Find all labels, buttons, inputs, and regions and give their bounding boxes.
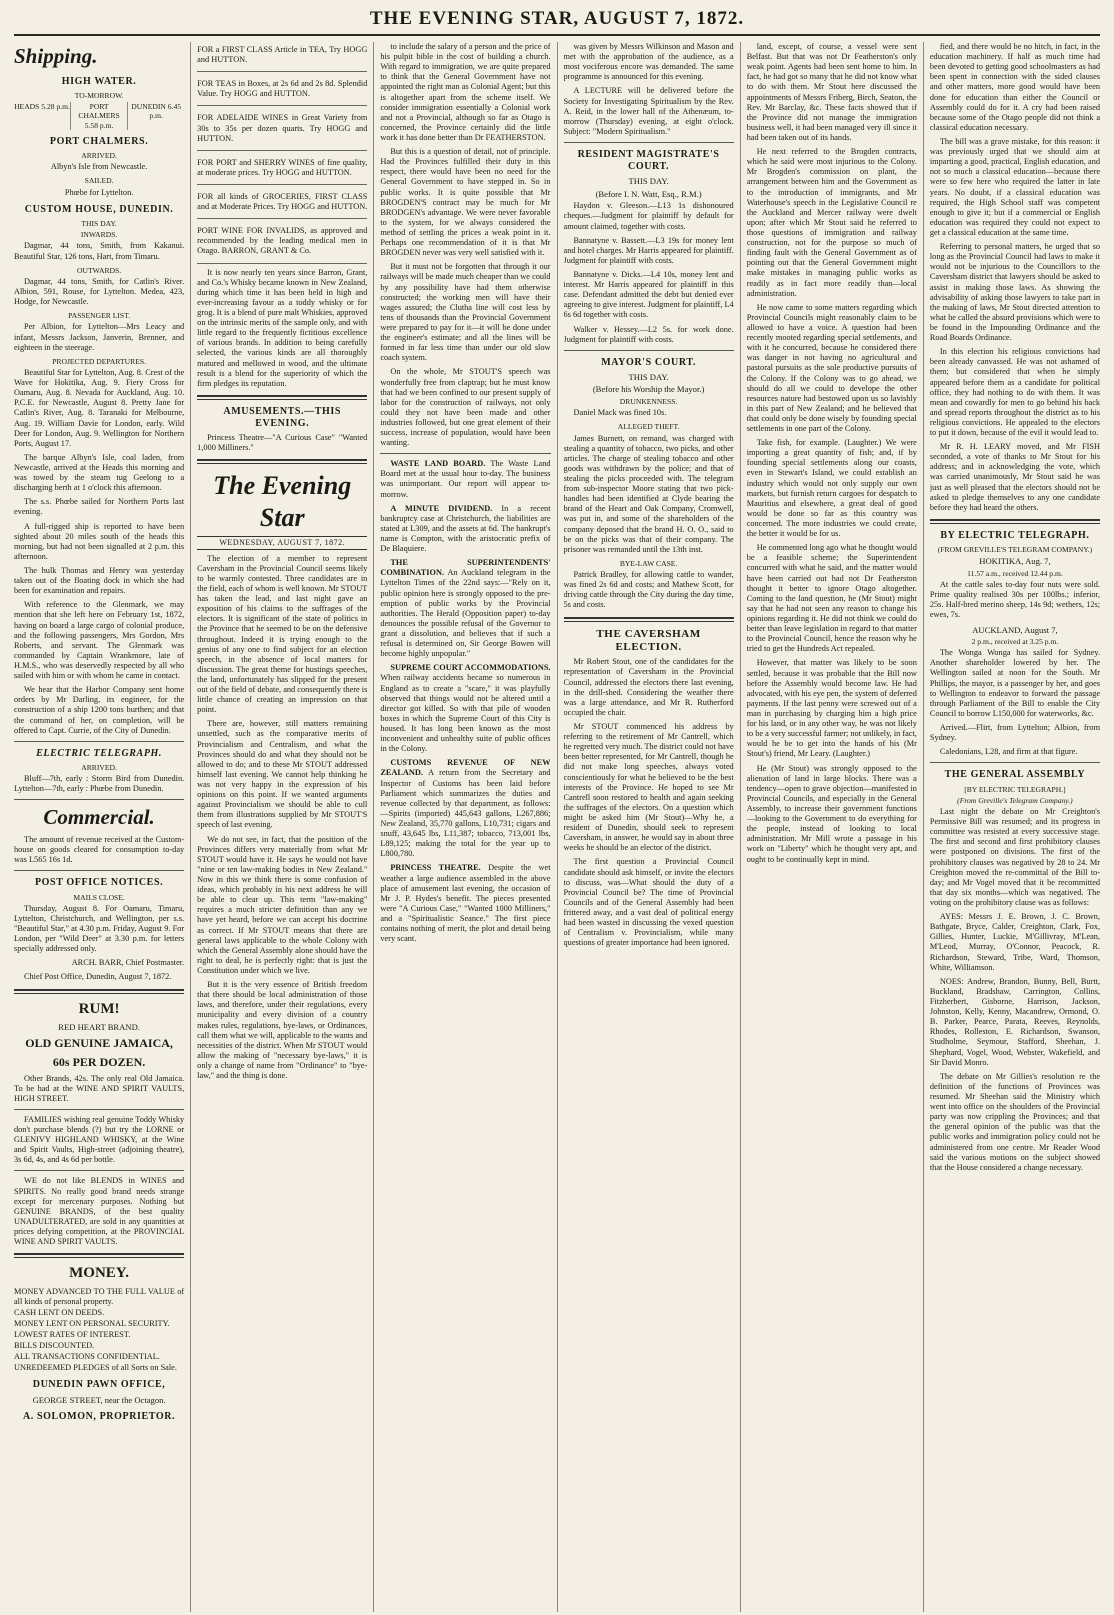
news-item-title: A MINUTE DIVIDEND. [390, 503, 493, 513]
advert-text: FOR a FIRST CLASS Article in TEA, Try HOGG and HUTTON. [197, 45, 368, 65]
assembly-paragraph: The debate on Mr Gillies's resolution re the definition of the functions of Provinces was resumed. Mr Sheehan said the Ministry which went into office on the shoulders of the Provincial party was now crippling the Provinces; and that the general opinion of the public was that the public works and immigration policy could not be administered from one centre. Mr Reader Wood said the various motions on the subject showed that the House considered a change necessary. [929, 1071, 1101, 1172]
news-item-text: In a recent bankruptcy case at Christchurch, the liabilities are stated at L309, and the assets at 6d. The bankrupt's name is Compton, with the aristocratic prefix of De Blaquiere. [380, 503, 551, 554]
rum-jamaica: OLD GENUINE JAMAICA, [25, 1036, 173, 1051]
inwards-text: Dagmar, 44 tons, Smith, from Kakanui. Beautiful Star, 126 tons, Hart, from Timaru. [14, 241, 185, 261]
blends-ad: WE do not like BLENDS in WINES and SPIRITS. No really good brand needs strange except for mercenary purposes. Nothing but GENUINE BRANDS, of the best quality UNADULTERATED, are sold in any quantities at prices defying competition, at the PROVINCIAL WINE AND SPIRIT VAULTS. [14, 1176, 185, 1247]
advert-text: FOR ADELAIDE WINES in Great Variety from 30s to 35s per dozen quarts. Try HOGG and HUTTON. [197, 113, 368, 143]
money-line: MONEY LENT ON PERSONAL SECURITY. [14, 1318, 170, 1328]
advert [197, 110, 367, 150]
advert [197, 42, 367, 72]
news-item [380, 863, 550, 944]
telegraph-title: ELECTRIC TELEGRAPH. [36, 747, 163, 759]
advert [197, 189, 367, 219]
high-water-sub: TO-MORROW. [74, 90, 124, 100]
customs-title: CUSTOM HOUSE, DUNEDIN. [24, 203, 174, 215]
column-1 [14, 42, 191, 1612]
nameplate: The Evening Star [213, 471, 352, 533]
sailed-text: Phœbe for Lyttelton. [64, 187, 134, 197]
divider [14, 989, 184, 994]
theft-text: James Burnett, on remand, was charged with stealing a quantity of tobacco, two picks, and other articles. The charge of stealing tobacco and other goods was withdrawn by the police; and that of stealing the picks proceeded with. The telegram from sub-inspector Moore stating that two pick-handles had been identified at Clyde bearing the brand of the Heart and Oak Company, Cromwell, was put in, and some of the shareholders of the company deposed that the brand H. O. O., said to be on the picks was that of their company. The prisoner was remanded until the 13th inst. [563, 433, 734, 554]
leader-paragraph: But this is a question of detail, not of principle. Had the Provinces fulfilled their duty in this respect, there would have been no need for the General Government to have stepped in. So in public works. It is quite possible that Mr BROGDEN'S contract may be much for Mr BRODGEN's advantage. We were never favorable to the system, for we always considered the method of settling the prices a weak point in it. Perhaps one recommendation of it is that Mr BROGDEN never was very well satisfied with it. [380, 147, 551, 258]
money-line: UNREDEEMED PLEDGES of all Sorts on Sale. [14, 1363, 177, 1373]
passenger-text: Per Albion, for Lyttelton—Mrs Leacy and infant, Messrs Jackson, Janverin, Brenner, and eighteen in the steerage. [14, 322, 185, 352]
mayor-court-title: MAYOR'S COURT. [601, 356, 696, 368]
projected-label: PROJECTED DEPARTURES. [52, 356, 146, 366]
news-item-text: Despite the wet weather a large audience assembled in the above place of amusement last evening, the occasion of Mr J. P. Hydes's benefit. The pieces presented were "A Curious Case," "Wanted 1000 Milliners," and a "Spiritualistic Seance." The first piece contains nothing of merit, the plot and detail being very scant. [380, 863, 551, 944]
outwards-text: Dagmar, 44 tons, Smith, for Catlin's River. Albion, 591, Rouse, for Lyttelton. Medea, 423, Hodge, for Newcastle. [14, 276, 185, 307]
sailed-label: SAILED. [84, 176, 114, 186]
auckland-text: The Wonga Wonga has sailed for Sydney. Another shareholder lowered by her. The Wellington sailed at noon for the South. Mr Phillips, the mayor, is a passenger by her, and goes to Wellington to endeavor to forward the passage through Parliament of the Bill to enable the City Council to borrow L150,000 for waterworks, &c. [929, 648, 1101, 718]
tide-heads: HEADS 5.28 p.m. [14, 102, 71, 130]
rum-text: Other Brands, 42s. The only real Old Jamaica. To be had at the WINE AND SPIRIT VAULTS, HIGH STREET. [14, 1073, 185, 1103]
advert [197, 155, 367, 185]
election-paragraph: He commented long ago what he thought would be a feasible scheme; the Superintendent concurred with what he said, and the matter would have been carried out had not Dr Featherston thought it better to ignore Otago altogether. Coming to the land question, he (Mr Stout) might say that he had not seen any reason to change his opinions regarding it. He did not think we could do better than leave legislation in regard to that matter to the Provincial Council, hence the reason why he tried to get the Hundreds Act repealed. [746, 543, 917, 654]
advert [197, 76, 367, 106]
caledonians-text: Caledonians, L28, and firm at that figure. [939, 747, 1078, 757]
columns [14, 42, 1100, 1612]
mails-label: MAILS CLOSE. [73, 892, 125, 902]
election-paragraph: However, that matter was likely to be soon settled, because it was probable that the Bill now before the Assembly would become law. He had advocated, with his eye pen, the system of deferred payments. If the last penny were screwed out of a man in purchasing by charging him a high price for his land, or in any other way, he was not likely to be a very successful farmer; not unlikely, in fact, would he be to get into the hands of his (Mr Stout's) friend, Mr Leary. (Laughter.) [746, 658, 917, 759]
election-paragraph: In this election his religious convictions had been already canvassed. He was not ashamed of them; but considered that when he simply appeared before them as a candidate for political office, they had nothing to do with them. It was mean and cowardly for men to go behind his back and spread reports throughout the district as to his religious convictions. He appealed to the electors to put it down, because of the evil it would lead to. [929, 347, 1101, 438]
post-date: Chief Post Office, Dunedin, August 7, 1872. [24, 972, 172, 982]
masthead: THE EVENING STAR, AUGUST 7, 1872. [14, 8, 1100, 36]
projected-text: Beautiful Star for Lyttelton, Aug. 8. Crest of the Wave for Hokitika, Aug. 9. Fiery Cross for Oamaru, Aug. 8. Nevada for Auckland, Aug. 10. P.C.E. for Newcastle, August 8. Pretty Jane for Catlin's River, Aug. 8. Taranaki for Melbourne, Aug. 19. William Davie for London, early. Wild Deer for London, Aug. 9. Wellington for Northern Ports, August 17. [14, 368, 185, 448]
amusements-title: AMUSEMENTS.—THIS EVENING. [223, 405, 342, 430]
advert-text: FOR all kinds of GROCERIES, FIRST CLASS and at Moderate Prices. Try HOGG and HUTTON. [197, 191, 368, 212]
news-item [380, 504, 550, 555]
leader-paragraph: But it must not be forgotten that through it our railways will be made much cheaper than we could by any possibility have had them otherwise constructed; the working men will have their wages assured; the Clutha line will cost less by tens of thousands than the Provincial Government were prepared to pay for it—it will be done under the engineer's estimate; and all the lines will be formed in far less time than under our old slow coach system. [380, 262, 551, 363]
news-item [380, 558, 550, 659]
divider [14, 1109, 184, 1110]
election-paragraph: Mr R. H. LEARY moved, and Mr FISH seconded, a vote of thanks to Mr Stout for his address; and in acknowledging the vote, which was carried unanimously, Mr Stout said he was just as well pleased that the electors should not be asked to pledge themselves to any one candidate before they had heard the others. [929, 442, 1101, 512]
hokitika-time: 11.57 a.m., received 12.44 p.m. [967, 568, 1063, 578]
election-paragraph: The bill was a grave mistake, for this reason: it was previously urged that we should aim at imparting a good, practical, English education, and not so much a classical education—because there were so few here who required the latter in late years. No doubt, if a classical education was required, the High School staff was competent enough to give it; but if a commercial or English education was required they could not expect to get a classical education at the same time. [929, 136, 1101, 237]
arrived-text: Arrived.—Flirt, from Lyttelton; Albion, from Sydney. [929, 723, 1101, 743]
byelaw-label: BYE-LAW CASE. [619, 558, 678, 568]
divider [930, 519, 1100, 524]
election-paragraph: He (Mr Stout) was strongly opposed to the alienation of land in large blocks. There was a tendency—open to grave objection—manifested in Provincial Councils, and especially in the General Assembly, to increase their government functions—looking to the Government to do everything for the people, instead of looking to local administration. Mr Mill wrote a passage in his work on "Liberty" which he thought very apt, and ought to be continually kept in mind. [746, 763, 917, 864]
money-line: CASH LENT ON DEEDS. [14, 1307, 105, 1317]
port-title: PORT CHALMERS. [49, 135, 149, 147]
assembly-source: (From Greville's Telegram Company.) [957, 795, 1073, 805]
byelaw-text: Patrick Bradley, for allowing cattle to wander, was fined 2s 6d and costs; and Mathew Scott, for driving cattle through the City during the day time, 5s and costs. [563, 570, 734, 610]
divider [930, 762, 1100, 763]
election-paragraph: Take fish, for example. (Laughter.) We were importing a great quantity of fish; and, if by founding special settlements along our coasts, even in Stewart's Island, we could establish an industry which would not only supply our own markets, but furnish return cargoes for despatch to Mauritius and elsewhere, a great deal of good would be done so far as this country was concerned. The more industries we could create, the better it would be for us. [746, 438, 917, 539]
leader-paragraph: We do not see, in fact, that the position of the Provinces differs very materially from what Mr STOUT would have it. He says he would not have "nine or ten law-making bodies in New Zealand." Now in this we think there is some confusion of ideas, which probably in his next address he will be able to clear up. This term "law-making" requires a much stricter definition than any we have yet heard, before we can accept his doctrine as correct. If Mr STOUT means that there are general laws applicable to the whole Colony with which the General Assembly alone should have the right to deal, he is perfectly right: that is just the Constitution under which we live. [197, 834, 368, 975]
divider [14, 1170, 184, 1171]
post-title: POST OFFICE NOTICES. [34, 877, 164, 889]
tide-table [14, 102, 184, 130]
amusements-text: Princess Theatre—"A Curious Case" "Wanted 1,000 Milliners." [197, 433, 368, 453]
rm-court-sub: THIS DAY. [628, 176, 669, 187]
election-paragraph: Mr STOUT commenced his address by referring to the retirement of Mr Cantrell, which he regretted very much. The district could not have been better represented, for Mr Cantrell, though he did not make long speeches, always voted conscientiously for what he believed to be the best interests of the Province. He hoped to see Mr Cantrell soon restored to health and again seeking the suffrages of the electors. On a question which might be asked him (Mr Stout)—Why he, a resident of Dunedin, should seek to represent Caversham, in answer, he would say in about three weeks he should be an elector of the district. [563, 721, 734, 853]
telegraph-text: Bluff—7th, early : Storm Bird from Dunedin. Lyttelton—7th, early : Phœbe from Dunedin. [14, 774, 185, 794]
rum-title: RUM! [78, 1000, 120, 1017]
assembly-ayes: AYES: Messrs J. E. Brown, J. C. Brown, Bathgate, Bryce, Calder, Creighton, Clark, Fox, Gillies, Hunter, Luckie, M'Gillivray, M'Lean, M'Leod, Murray, O'Connor, Peacock, R. Richardson, Steward, Tribe, Ward, Thomson, White, Williamson. [929, 912, 1101, 972]
post-signed: ARCH. BARR, Chief Postmaster. [71, 958, 185, 968]
arrived-text: Albyn's Isle from Newcastle. [50, 162, 148, 172]
whisky-ad: It is now nearly ten years since Barron, Grant, and Co.'s Whisky became known in New Zealand, during which time it has been held in high and ever-increasing favour as a toddy whisky or for grog. It is a blend of pure malt Whiskies, approved on the intrinsic merits of the sample only, and with little regard to the frequently fictitious excellence of various brands. In addition to being carefully selected, the various kinds are all thoroughly matured and mellowed in wood, and the ultimate result is a blend for the superiority of which the firm pledges its reputation. [197, 267, 368, 388]
news-item [380, 459, 550, 499]
inwards-label: INWARDS. [80, 230, 118, 240]
money-title: MONEY. [69, 1265, 130, 1282]
dateline: WEDNESDAY, AUGUST 7, 1872. [197, 536, 367, 550]
shipping-news-4: The hulk Thomas and Henry was yesterday taken out of the floating dock in which she had been for examination and repairs. [14, 565, 185, 596]
column-6 [930, 42, 1100, 1612]
mayor-court-sub: THIS DAY. [628, 371, 669, 382]
rum-brand: RED HEART BRAND. [58, 1021, 140, 1032]
assembly-paragraph: Last night the debate on Mr Creighton's Permissive Bill was resumed; and its progress in committee was resisted at every successive stage. The first and second and first prohibitory clauses were postponed on divisions. The first of the prohibitory clauses was negatived by 28 to 24. Mr Creighton moved the re-committal of the Bill to-day; and Mr Vogel moved that it be recommitted that day six months—which was negatived. The voting on the prohibitory clause was as follows: [929, 807, 1101, 908]
mayor-court-before: (Before his Worship the Mayor.) [592, 384, 705, 395]
election-paragraph: He next referred to the Brogden contracts, which he said were most injurious to the Colony. Mr Brogden's commission on plant, the arrangement between him and the Government as to the introduction of immigrants, and Mr Waterhouse's speech in the Legislative Council re the Auckland and Mercer railway were dwelt upon; after which Mr Stout said he referred to those questions of immigration and railway construction, not for the purpose so much of finding fault with the General Government as of pointing out that the General Government might make mistakes in managing public works as readily as in fact more readily than—local administration. [746, 147, 917, 298]
court-case: Haydon v. Gleeson.—L13 1s dishonoured cheques.—Judgment for plaintiff by default for amount claimed, together with costs. [563, 201, 734, 231]
election-title: THE CAVERSHAM ELECTION. [596, 627, 701, 653]
rm-court-title: RESIDENT MAGISTRATE'S COURT. [577, 148, 720, 173]
divider [14, 870, 184, 871]
advert-text: FOR TEAS in Boxes, at 2s 6d and 2s 8d. Splendid Value. Try HOGG and HUTTON. [197, 79, 368, 99]
outwards-label: OUTWARDS. [77, 265, 122, 275]
news-item-title: SUPREME COURT ACCOMMODATIONS. [390, 663, 551, 673]
election-paragraph: Mr Robert Stout, one of the candidates for the representation of Caversham in the Provincial Council, addressed the electors there last evening, in the drill-shed. Considering the weather there was a large attendance, and Mr R. Rutherford occupied the chair. [563, 657, 734, 717]
column-3 [380, 42, 557, 1612]
commercial-title: Commercial. [43, 805, 155, 830]
news-item-text: An Auckland telegram in the Lyttelton Times of the 22nd says:—"Rely on it, public opinion here is strongly opposed to the pre-emption of public works by the Provincial authorities. The Herald (Opposition paper) to-day denounces the possible refusal of the Governor to grant a dissolution, and believes that if such a refusal is determined on, Sir George Bowen will become highly unpopular." [380, 568, 551, 659]
election-paragraph: land, except, of course, a vessel were sent Belfast. But that was not Dr Featherston's only weak point. Agents had been sent home to him. In fact, he had got so many that he did not know what to do with them. Mr Stout here discussed the appointments of Messrs Friberg, Birch, Seaton, the Rev. Mr Barclay, &c. These facts showed that if the Province did not manage the immigration business well, it had been managed very ill since it had been taken out of its hands. [746, 42, 917, 142]
drunk-label: DRUNKENNESS. [619, 396, 678, 406]
passenger-label: PASSENGER LIST. [68, 311, 131, 321]
advert-text: PORT WINE FOR INVALIDS, as approved and recommended by the leading medical men in Otago. BARRON, GRANT & Co. [197, 226, 368, 256]
hokitika-place: HOKITIKA, Aug. 7, [979, 556, 1051, 567]
divider [197, 459, 367, 464]
column-4 [564, 42, 741, 1612]
assembly-title: THE GENERAL ASSEMBLY [944, 769, 1086, 781]
money-line: LOWEST RATES OF INTEREST. [14, 1329, 131, 1339]
tide-dunedin: DUNEDIN 6.45 p.m. [131, 102, 182, 121]
hokitika-text: At the cattle sales to-day four nuts were sold. Prime quality realised 30s per 100lbs.; inferior, 25s. Half-bred merino sheep, 14s 9d; wethers, 12s; ewes, 7s. [929, 580, 1101, 620]
telegraph-source: (FROM GREVILLE'S TELEGRAM COMPANY.) [937, 545, 1093, 555]
election-paragraph: The first question a Provincial Council candidate should ask himself, or invite the electors to discuss, was—What should the duty of a Provincial Council be? The time of Provincial Councils and of the General Assembly had been frittered away, and a vast deal of political energy had been wasted in discussing the vexed question of Centralism v. Provincialism, while many questions of greater importance had been ignored. [563, 857, 734, 948]
rum-price: 60s PER DOZEN. [52, 1054, 146, 1069]
leader-paragraph: There are, however, still matters remaining unsettled, such as the comparative merits of Provincialism and Centralism, and what the Provinces should do and what they should not be allowed to do; and to these Mr STOUT addressed himself last evening. We cannot help thinking he was not very happy in the expression of his opinions on this point. If we wanted arguments against Provincialism we should be able to cull them from illustrations supplied by Mr STOUT'S speech of last evening. [197, 719, 368, 830]
mails-text: Thursday, August 8. For Oamaru, Timaru, Lyttelton, Christchurch, and Wellington, per s.s. "Beautiful Star," at 4.30 p.m. Friday, August 9. For London, per "Wild Deer" at 3.30 p.m. for letters specially addressed only. [14, 903, 185, 954]
money-line: ALL TRANSACTIONS CONFIDENTIAL. [14, 1352, 160, 1362]
news-item-text: When railway accidents became so numerous in England as to create a "scare," it was playfully observed that things would not be altered until a director got killed. So with that pile of wooden boxes in which the Supreme Court of this City is housed. It has long been known as the most inconvenient and unhealthy suite of public offices in the Colony. [380, 673, 551, 754]
news-item-title: THE SUPERINTENDENTS' COMBINATION. [380, 558, 551, 578]
news-item [380, 758, 550, 859]
divider [380, 453, 550, 454]
shipping-news-3: A full-rigged ship is reported to have been sighted about 20 miles south of the heads this morning, but had not been signalled at 2 p.m. this afternoon. [14, 521, 185, 561]
pawn-address: GEORGE STREET, near the Octagon. [32, 1394, 166, 1405]
advert-text: FOR PORT and SHERRY WINES of fine quality, at moderate prices. Try HOGG and HUTTON. [197, 157, 368, 177]
drunk-text: Daniel Mack was fined 10s. [573, 408, 667, 418]
theft-label: ALLEGED THEFT. [617, 422, 680, 432]
families-ad: FAMILIES wishing real genuine Toddy Whisky don't purchase blends (?) but try the LORNE or GLENIVY HIGHLAND WHISKY, at the Wine and Spirit Vaults, High-street (adjoining theatre), 3s 6d, 4s, and 4s 6d per bottle. [14, 1114, 185, 1165]
money-line: BILLS DISCOUNTED. [14, 1341, 95, 1351]
court-case: Walker v. Hessey.—L2 5s. for work done. Judgment for plaintiff with costs. [563, 324, 734, 344]
telegraph-arrived: ARRIVED. [81, 762, 117, 772]
shipping-title: Shipping. [14, 44, 98, 68]
assembly-sub: [BY ELECTRIC TELEGRAPH.] [964, 784, 1066, 794]
news-item-text: A return from the Secretary and Inspector of Customs has been laid before Parliament which summarizes the duties and revenue collected by that department, as follows:—Spirits (imported) 445,643 gallons, L267,886; New Zealand, 35,770 gallons, L10,731; cigars and snuff, 43,645 lbs, L11,387; tobacco, 713,001 lbs, L89,125; making the total for the year up to L800,780. [380, 768, 551, 859]
divider [564, 350, 734, 351]
assembly-noes: NOES: Andrew, Brandon, Bunny, Bell, Burtt, Buckland, Bradshaw, Carrington, Collins, Fitzherbert, Gisborne, Harrison, Jackson, Johnston, Kelly, Kenny, Macandrew, Ormond, O. B. Parker, Pearce, Parata, Reeves, Reynolds, Rhodes, Rolleston, E. Richardson, Swanson, Studholme, Seymour, Stafford, Sheehan, J. Shephard, Vogel, Wood, Webster, Wakefield, and Sir David Monro. [929, 976, 1101, 1067]
customs-sub: THIS DAY. [81, 218, 117, 228]
election-paragraph: fied, and there would be no hitch, in fact, in the education machinery. If half as much time had been devoted to getting good schoolmasters as had been spent in connection with the sided clauses and other matters, more good would have been done for education than either the Council or Assembly could do for it. A cry had been raised because some of the Otago people did not think a classical education necessary. [929, 42, 1101, 132]
theatre-continued: was given by Messrs Wilkinson and Mason and met with the approbation of the audience, as a most vociferous encore was demanded. The same programme is announced for this evening. [563, 42, 734, 82]
pawn-title: DUNEDIN PAWN OFFICE, [32, 1379, 166, 1391]
news-item-title: WASTE LAND BOARD. [390, 459, 486, 469]
leader-paragraph: to include the salary of a person and the price of his pulpit bible in the cost of building a church. With regard to immigration, we are quite prepared to think that the General Government have not appointed the right man as Colonial Agent; but this is altogether apart from the scheme itself. We consider immigration essentially a Colonial work and not a Provincial, although so far as Otago is concerned, the Province certainly did the little work it has done better than Dr FEATHERSTON. [380, 42, 551, 142]
court-case: Bannatyne v. Bassett.—L3 19s for money lent and hotel charges. Mr Harris appeared for plaintiff. Judgment for plaintiff with costs. [563, 235, 734, 265]
lecture-notice: A LECTURE will be delivered before the Society for Investigating Spiritualism by the Rev. A. Reid, in the lower hall of the Athenæum, to-morrow (Thursday) evening, at eight o'clock. Subject: "Modern Spiritualism." [563, 86, 734, 136]
divider [14, 1253, 184, 1258]
auckland-time: 2 p.m., received at 3.25 p.m. [971, 637, 1059, 647]
election-paragraph: He now came to some matters regarding which Provincial Councils might reasonably claim to be allowed to have a voice. A question had been recently mooted regarding special settlements, and with it he concurred, because he considered there was danger in not having no agricultural and pastoral pursuits as the sole productive pursuits of the Colony. If the Colony was to go ahead, we should do all we could to develope the other resources nature had bestowed upon us so lavishly in this part of New Zealand; and he believed that that could only be done wisely by founding special settlements in one part of the Colony. [746, 302, 917, 434]
divider [564, 617, 734, 622]
news-item-text: The Waste Land Board met at the usual hour to-day. The business was unimportant. Our report will appear to-morrow. [380, 459, 551, 499]
leader-paragraph: The election of a member to represent Caversham in the Provincial Council seems likely to be warmly contested. Three candidates are in the field, each of whom is well known. Mr STOUT has taken the lead, and last night gave an exposition of his claims to the suffrages of the electors. It is significant of the state of politics in the Province that he seemed to be on the defensive throughout. Indeed it is trying enough to the genius of any one to find subject for an election speech, in the absence of local matters for discussion. The great theme for hustings speeches, the land, unfortunately has slipped for the present out of the field of debate, and consequently there is little chance of creating an impression on that point. [197, 553, 368, 715]
money-line: MONEY ADVANCED TO THE FULL VALUE of all kinds of personal property. [14, 1286, 185, 1306]
divider [564, 142, 734, 143]
leader-paragraph: On the whole, Mr STOUT'S speech was wonderfully free from claptrap; but he must know that had we been confined to our present supply of labor for the construction of railways, not only could they not have been made and other industries followed, but one great element of their success, increase of population, would have been wanting. [380, 367, 551, 448]
pawn-owner: A. SOLOMON, PROPRIETOR. [22, 1411, 176, 1423]
arrived-label: ARRIVED. [81, 150, 117, 160]
shipping-news-6: We hear that the Harbor Company sent home orders by Mr Darling, its engineer, for the construction of a ship 1200 tons burthen; and that the command of her, on completion, will be offered to Capt. Currie, of the City of Dunedin. [14, 685, 185, 735]
shipping-news-1: The barque Albyn's Isle, coal laden, from Newcastle, arrived at the Heads this morning and was towed by the steam tug Geelong to a discharging berth at 1 o'clock this afternoon. [14, 452, 185, 493]
news-item [380, 663, 550, 754]
divider [14, 799, 184, 800]
court-case: Bannatyne v. Dicks.—L4 10s, money lent and interest. Mr Harris appeared for plaintiff in this case. Defendant admitted the debt but denied ever agreeing to give interest. Judgment for plaintiff, L4 6s 6d together with costs. [563, 269, 734, 320]
leader-paragraph: But it is the very essence of British freedom that there should be local administration of those laws, and therefore, under their regulations, every municipality and every division of a country makes rules, regulations, bye-laws, or Ordinances, call them what we will, applicable to the wants and necessities of the district. When Mr STOUT would allow the making of "necessary bye-laws," it is only a change of name from "Ordinance" to "bye-law," and the thing is done. [197, 980, 368, 1081]
high-water-title: HIGH WATER. [61, 75, 137, 87]
news-item-title: CUSTOMS REVENUE OF NEW ZEALAND. [380, 758, 551, 778]
divider [14, 741, 184, 742]
auckland-place: AUCKLAND, August 7, [972, 624, 1058, 635]
tide-port-chalmers: PORT CHALMERS 5.58 p.m. [71, 102, 128, 130]
telegraph-title: BY ELECTRIC TELEGRAPH. [940, 529, 1090, 541]
election-paragraph: Referring to personal matters, he urged that so long as the Provincial Council had laws to make it would not be injurious to the Councillors to the Caversham district that lawyers should be asked to assist in making those laws. As showing the advisability of asking those lawyers to take part in the making of laws, Mr Stout directed attention to what he called the absurd provisions which were to be found in the Impounding Ordinance and the Road Boards Ordinance. [929, 242, 1101, 343]
news-item-title: PRINCESS THEATRE. [390, 863, 481, 873]
column-5 [747, 42, 924, 1612]
shipping-news-5: With reference to the Glenmark, we may mention that she left here on February 1st, 1872, having on board a large cargo of colonial produce, and the following passengers, Mrs Gordon, Mrs Roberts, and servant. The Glenmark was commanded by Captain Wrankmore, late of H.M.S., who was deservedly respected by all who sailed with him or with whom he came in contact. [14, 600, 185, 681]
commercial-text: The amount of revenue received at the Custom-house on goods cleared for consumption to-day was L565 16s 1d. [14, 835, 185, 865]
column-2 [197, 42, 374, 1612]
shipping-news-2: The s.s. Phœbe sailed for Northern Ports last evening. [14, 497, 185, 517]
rm-court-before: (Before I. N. Watt, Esq., R.M.) [595, 188, 702, 199]
divider [197, 395, 367, 400]
advert [197, 223, 367, 263]
